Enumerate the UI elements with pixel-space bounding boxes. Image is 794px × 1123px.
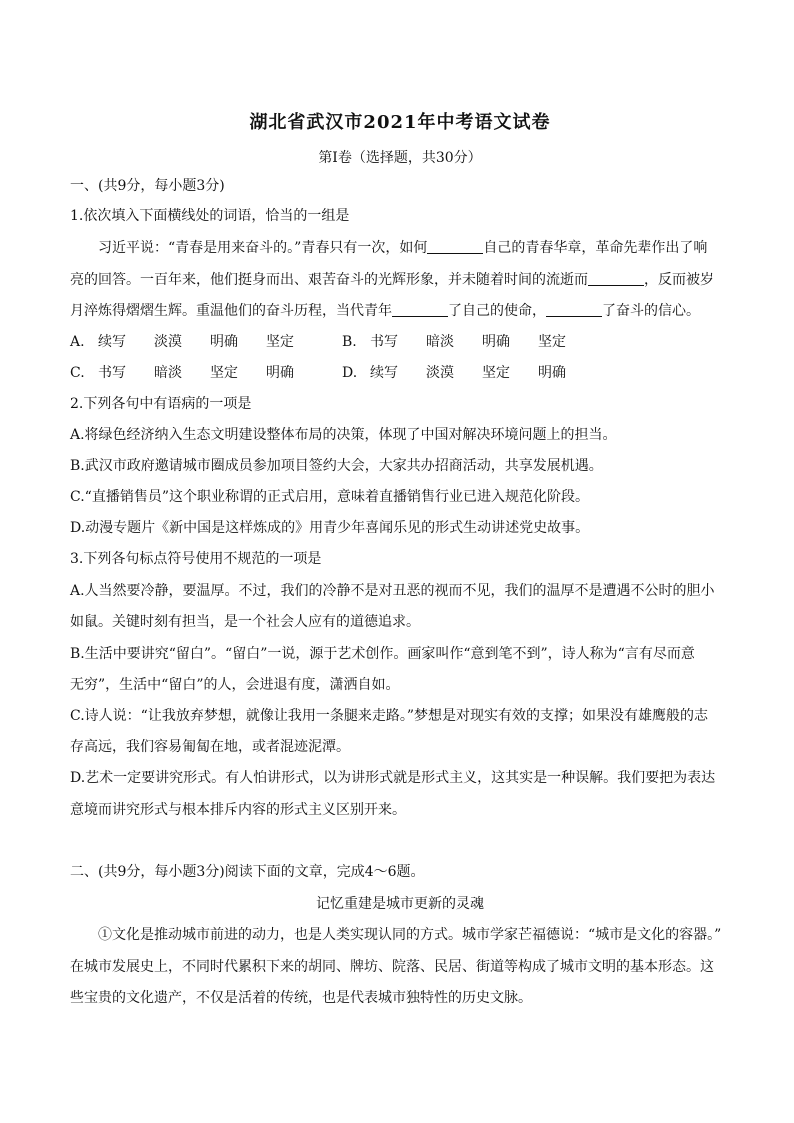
question-3-option-b-line-2: 无穷”，生活中“留白”的人，会进退有度，潇洒自如。: [70, 677, 400, 693]
article-paragraph-line-2: 在城市发展史上，不同时代累积下来的胡同、牌坊、院落、民居、街道等构成了城市文明的基本形态。这: [70, 959, 714, 975]
question-3-option-b-line-1: B.生活中要讲究“留白”。“留白”一说，源于艺术创作。画家叫作“意到笔不到”，诗人称为“言有尽而意: [70, 646, 695, 662]
question-3-option-a-line-1: A.人当然要冷静，要温厚。不过，我们的冷静不是对丑恶的视而不见，我们的温厚不是遭遇不公时的胆小: [70, 583, 715, 599]
question-3-option-c-line-2: 存高远，我们容易匍匐在地，或者混迹泥潭。: [70, 739, 350, 755]
answer-blank-3: [392, 302, 448, 317]
option-a: A. 续写 淡漠 明确 坚定: [70, 334, 294, 350]
question-2-stem: 2.下列各句中有语病的一项是: [70, 396, 252, 412]
question-2-option-c: C.“直播销售员”这个职业称谓的正式启用，意味着直播销售行业已进入规范化阶段。: [70, 489, 589, 505]
article-title: 记忆重建是城市更新的灵魂: [316, 896, 484, 912]
section-1-heading: 一、(共9分，每小题3分): [70, 178, 225, 194]
question-3-option-a-line-2: 如鼠。关键时刻有担当，是一个社会人应有的道德追求。: [70, 614, 420, 630]
question-3-stem: 3.下列各句标点符号使用不规范的一项是: [70, 551, 322, 567]
question-3-option-c-line-1: C.诗人说：“让我放弃梦想，就像让我用一条腿来走路。”梦想是对现实有效的支撑；如果没有雄鹰般的志: [70, 708, 708, 724]
question-2-option-a: A.将绿色经济纳入生态文明建设整体布局的决策，体现了中国对解决环境问题上的担当。: [70, 427, 617, 443]
question-3-option-d-line-1: D.艺术一定要讲究形式。有人怕讲形式，以为讲形式就是形式主义，这其实是一种误解。我们要把为表达: [70, 770, 716, 786]
question-1-passage-line-1: 习近平说：“青春是用来奋斗的。”青春只有一次，如何 自己的青春华章，革命先辈作出了响: [98, 240, 708, 256]
exam-subtitle: 第Ⅰ卷（选择题，共30分）: [318, 150, 482, 166]
option-b: B. 书写 暗淡 明确 坚定: [342, 334, 566, 350]
question-1-options-row-2: [70, 363, 730, 383]
question-1-stem: 1.依次填入下面横线处的词语，恰当的一组是: [70, 208, 350, 224]
section-2-heading: 二、(共9分，每小题3分)阅读下面的文章，完成4～6题。: [70, 864, 425, 880]
option-d: D. 续写 淡漠 坚定 明确: [342, 365, 566, 381]
question-3-option-d-line-2: 意境而讲究形式与根本排斥内容的形式主义区别开来。: [70, 802, 406, 818]
question-2-option-d: D.动漫专题片《新中国是这样炼成的》用青少年喜闻乐见的形式生动讲述党史故事。: [70, 520, 590, 536]
answer-blank-4: [546, 302, 602, 317]
question-1-options-row-1: [70, 332, 730, 352]
answer-blank-2: [588, 271, 644, 286]
question-1-passage-line-2: 亮的回答。一百年来，他们挺身而出、艰苦奋斗的光辉形象，并未随着时间的流逝而 ，反而被岁: [70, 272, 714, 288]
article-paragraph-line-1: ①文化是推动城市前进的动力，也是人类实现认同的方式。城市学家芒福德说：“城市是文化的容器。”: [98, 927, 722, 943]
question-2-option-b: B.武汉市政府邀请城市圈成员参加项目签约大会，大家共办招商活动，共享发展机遇。: [70, 458, 603, 474]
exam-title: 湖北省武汉市2021年中考语文试卷: [249, 112, 551, 133]
question-1-passage-line-3: 月淬炼得熠熠生辉。重温他们的奋斗历程，当代青年 了自己的使命， 了奋斗的信心。: [70, 303, 700, 319]
option-c: C. 书写 暗淡 坚定 明确: [70, 365, 294, 381]
article-paragraph-line-3: 些宝贵的文化遗产，不仅是活着的传统，也是代表城市独特性的历史文脉。: [70, 990, 532, 1006]
answer-blank-1: [427, 239, 483, 254]
